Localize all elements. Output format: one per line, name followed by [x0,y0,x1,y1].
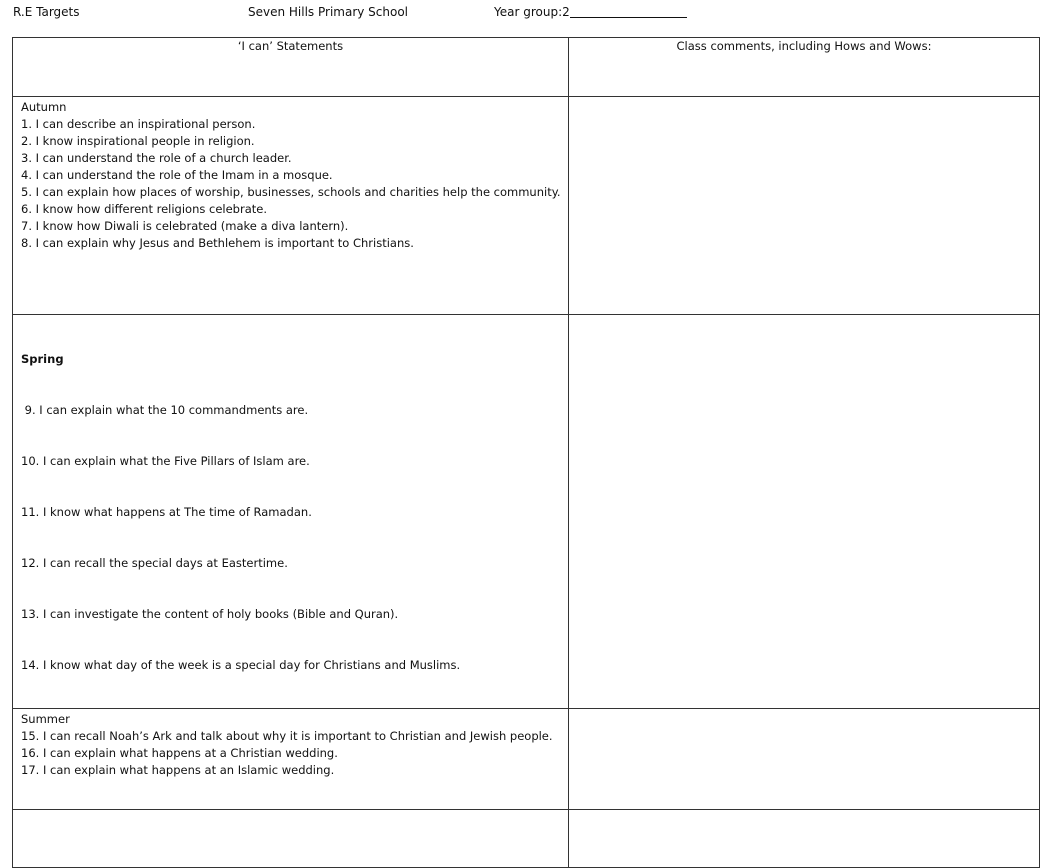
blank-row [13,810,1040,868]
list-item: 9. I can explain what the 10 commandments are. [21,403,309,417]
year-group-field [494,4,687,20]
list-item: 6. I know how different religions celebrate. [21,202,267,216]
statements-header: ‘I can’ Statements [13,38,569,97]
spring-row [13,315,1040,709]
blank-comments-cell[interactable] [569,810,1040,868]
list-item: 5. I can explain how places of worship, businesses, schools and charities help the community. [21,185,561,199]
year-group-underline [570,5,687,18]
list-item: 3. I can understand the role of a church leader. [21,151,292,165]
list-item: 2. I know inspirational people in religion. [21,134,255,148]
list-item: 8. I can explain why Jesus and Bethlehem is important to Christians. [21,236,414,250]
list-item: 7. I know how Diwali is celebrated (make a diva lantern). [21,219,349,233]
summer-row [13,709,1040,810]
autumn-statements-cell [13,97,569,315]
list-item: 11. I know what happens at The time of Ramadan. [21,505,312,519]
spring-comments-cell[interactable] [569,315,1040,709]
year-group-label: Year group:2 [494,5,570,19]
blank-statements-cell[interactable] [13,810,569,868]
summer-statements-cell [13,709,569,810]
list-item: 12. I can recall the special days at Eastertime. [21,556,288,570]
list-item: 1. I can describe an inspirational person. [21,117,256,131]
document-title: R.E Targets [13,5,80,19]
autumn-label: Autumn [21,100,67,114]
spring-label: Spring [21,352,64,366]
list-item: 13. I can investigate the content of holy books (Bible and Quran). [21,607,399,621]
comments-header: Class comments, including Hows and Wows: [569,38,1040,97]
spring-statements-cell [13,315,569,709]
list-item: 4. I can understand the role of the Imam in a mosque. [21,168,333,182]
list-item: 15. I can recall Noah’s Ark and talk about why it is important to Christian and Jewish people. [21,729,553,743]
summer-comments-cell[interactable] [569,709,1040,810]
table-header-row [13,38,1040,97]
targets-table [12,37,1040,868]
summer-label: Summer [21,712,70,726]
list-item: 10. I can explain what the Five Pillars of Islam are. [21,454,310,468]
list-item: 16. I can explain what happens at a Christian wedding. [21,746,338,760]
list-item: 17. I can explain what happens at an Islamic wedding. [21,763,335,777]
autumn-row [13,97,1040,315]
list-item: 14. I know what day of the week is a special day for Christians and Muslims. [21,658,461,672]
school-name: Seven Hills Primary School [248,5,409,19]
autumn-comments-cell[interactable] [569,97,1040,315]
